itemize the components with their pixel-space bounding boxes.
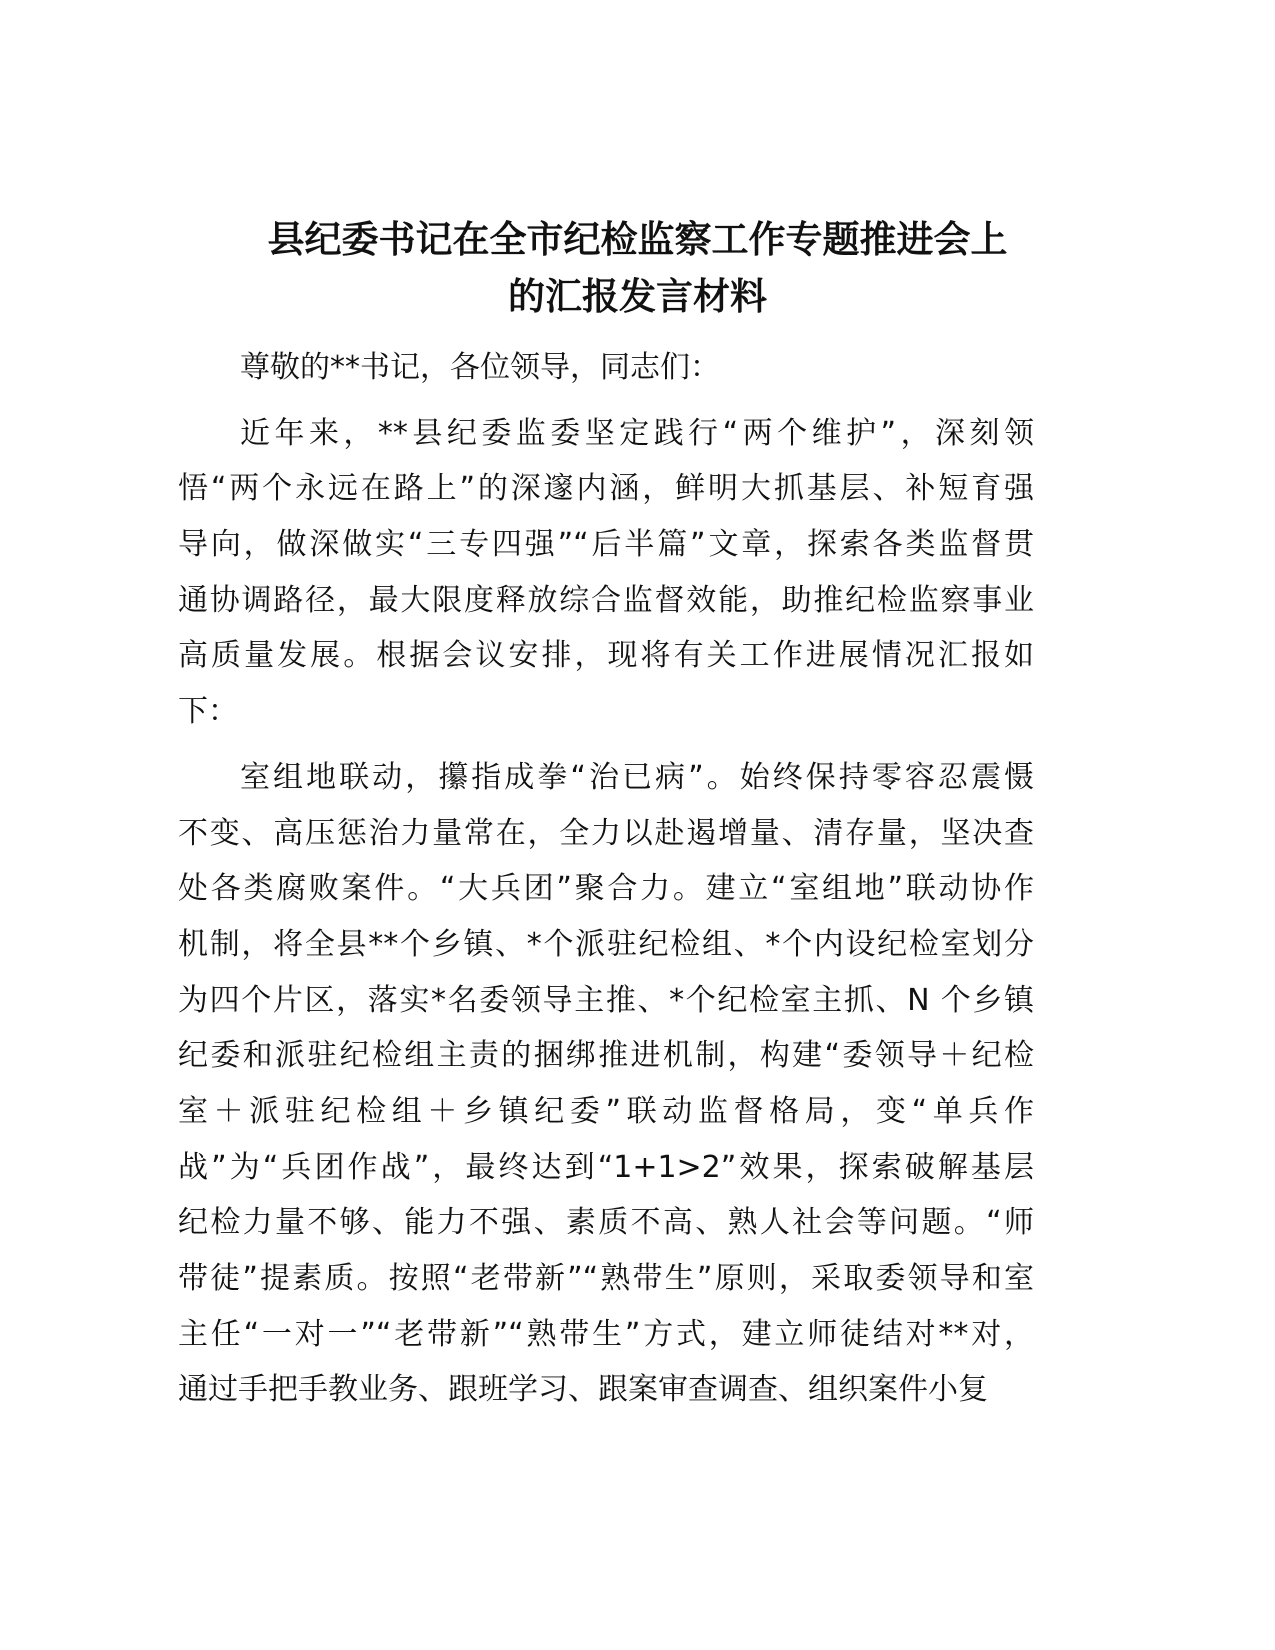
text-line: 处各类腐败案件。“大兵团”聚合力。建立“室组地”联动协作	[178, 871, 1034, 907]
title-line: 县纪委书记在全市纪检监察工作专题推进会上	[267, 218, 1008, 261]
text-line: 通过手把手教业务、跟班学习、跟案审查调查、组织案件小复	[178, 1372, 988, 1408]
paragraph	[178, 406, 1034, 740]
text-line: 带徒”提素质。按照“老带新”“熟带生”原则，采取委领导和室	[178, 1261, 1034, 1296]
text-line: 战”为“兵团作战”，最终达到“1+1>2”效果，探索破解基层	[178, 1149, 1034, 1185]
text-line: 悟“两个永远在路上”的深邃内涵，鲜明大抓基层、补短育强	[178, 471, 1034, 507]
text-line: 高质量发展。根据会议安排，现将有关工作进展情况汇报如	[178, 638, 1034, 674]
paragraph	[178, 340, 1034, 396]
text-line: 为四个片区，落实*名委领导主推、*个纪检室主抓、N 个乡镇	[178, 982, 1034, 1018]
text-line: 下：	[178, 694, 238, 730]
text-line: 导向，做深做实“三专四强”“后半篇”文章，探索各类监督贯	[178, 527, 1034, 563]
text-line: 不变、高压惩治力量常在，全力以赴遏增量、清存量，坚决查	[178, 815, 1034, 851]
document-body	[178, 340, 1034, 1428]
text-line: 纪检力量不够、能力不强、素质不高、熟人社会等问题。“师	[178, 1205, 1034, 1241]
paragraph	[178, 750, 1034, 1418]
text-line: 纪委和派驻纪检组主责的捆绑推进机制，构建“委领导＋纪检	[178, 1038, 1034, 1074]
text-line: 室组地联动，攥指成拳“治已病”。始终保持零容忍震慑	[240, 759, 1034, 795]
text-line: 机制，将全县**个乡镇、*个派驻纪检组、*个内设纪检室划分	[178, 926, 1034, 962]
text-line: 通协调路径，最大限度释放综合监督效能，助推纪检监察事业	[178, 582, 1034, 618]
text-line: 尊敬的**书记，各位领导，同志们：	[240, 350, 720, 385]
title-line: 的汇报发言材料	[508, 275, 767, 318]
document-title	[0, 211, 1275, 325]
text-line: 室＋派驻纪检组＋乡镇纪委”联动监督格局，变“单兵作	[178, 1093, 1034, 1129]
text-line: 近年来，**县纪委监委坚定践行“两个维护”，深刻领	[240, 415, 1034, 451]
text-line: 主任“一对一”“老带新”“熟带生”方式，建立师徒结对**对，	[178, 1316, 1034, 1352]
